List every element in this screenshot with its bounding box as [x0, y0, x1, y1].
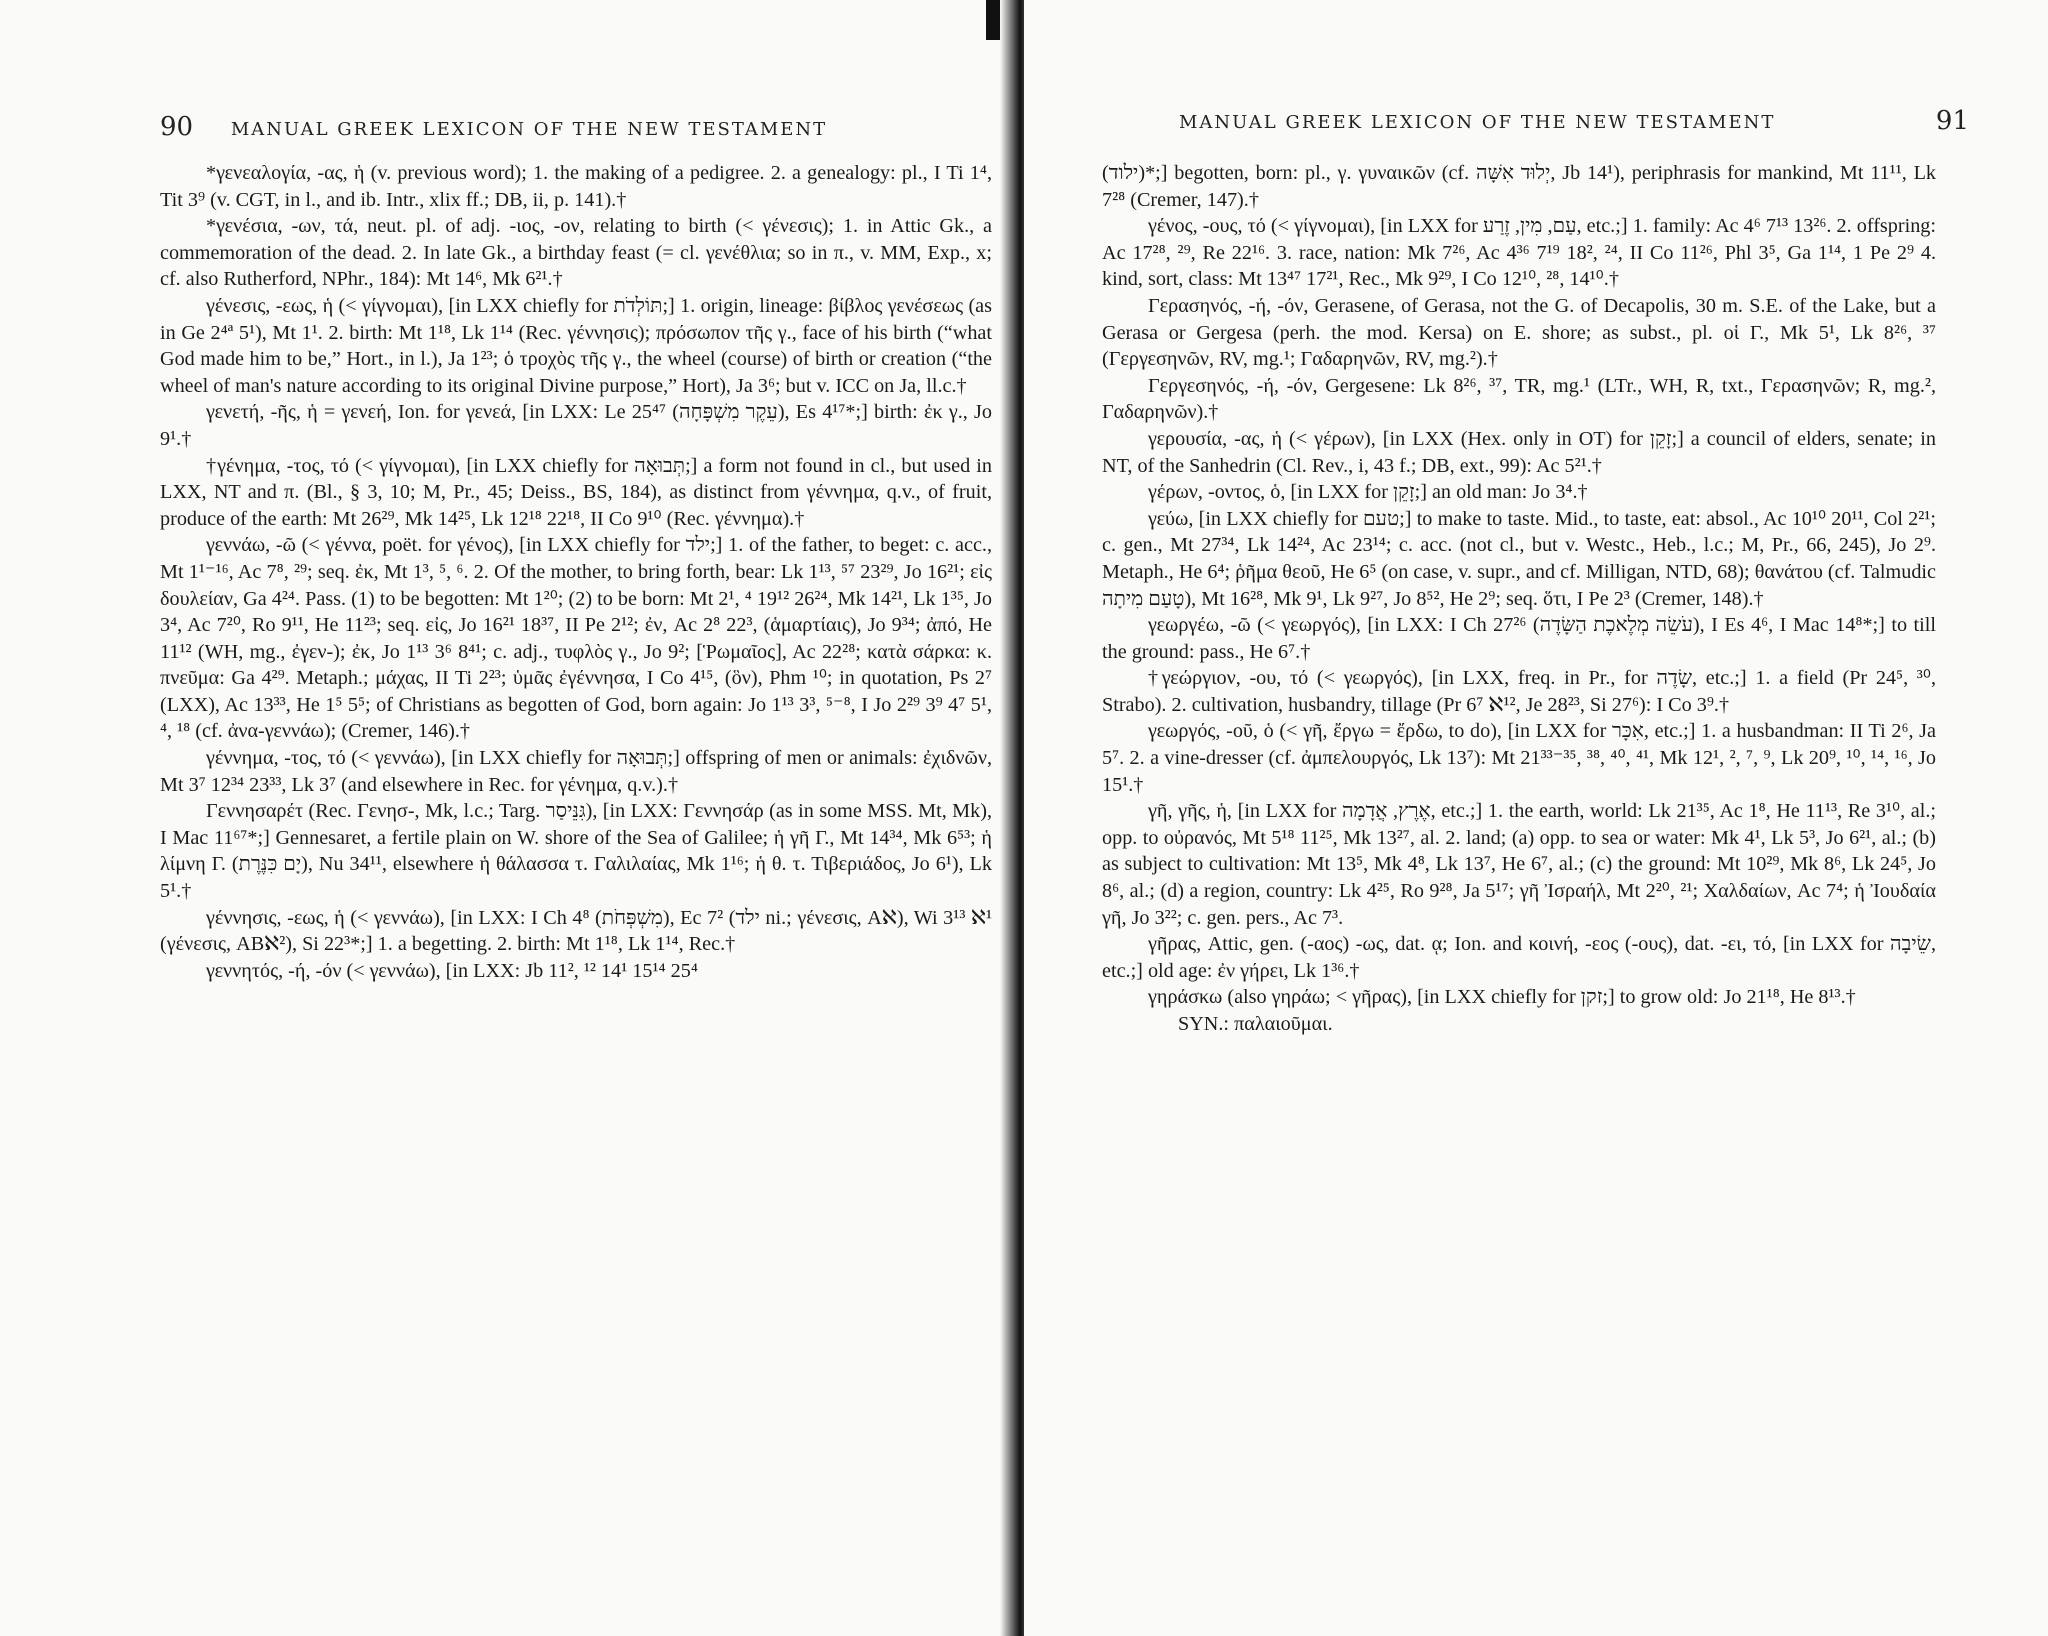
entry-gennema: γέννημα, -τος, τό (< γεννάω), [in LXX chiefly for תְּבוּאָה;] offspring of men or animals: ἐχιδνῶν, Mt 3⁷ 12³⁴ 23³³, Lk 3⁷ (and elsewhere in Rec. for γένημα, q.v.).† — [160, 747, 992, 796]
entry-genesis: γένεσις, -εως, ἡ (< γίγνομαι), [in LXX chiefly for תּוֹלְדֹת;] 1. origin, lineage: βίβλος γενέσεως (as in Ge 2⁴ª 5¹), Mt 1¹. 2. birth: Mt 1¹⁸, Lk 1¹⁴ (Rec. γέννησις); πρόσωπον τῆς γ., face of his birth (“what God made him to be,” Hort., in l.), Ja 1²³; ὁ τροχὸς τῆς γ., the wheel (course) of birth or creation (“the wheel of man's nature according to its original Divine purpose,” Hort), Ja 3⁶; but v. ICC on Ja, ll.c.† — [160, 294, 992, 397]
entry-genema: †γένημα, -τος, τό (< γίγνομαι), [in LXX chiefly for תְּבוּאָה;] a form not found in cl., but used in LXX, NT and π. (Bl., § 3, 10; M, Pr., 45; Deiss., BS, 184), as distinct from γέννημα, q.v., of fruit, produce of the earth: Mt 26²⁹, Mk 14²⁵, Lk 12¹⁸ 22¹⁸, II Co 9¹⁰ (Rec. γέννημα).† — [160, 454, 992, 530]
entry-gerasko: γηράσκω (also γηράω; < γῆρας), [in LXX chiefly for זקן;] to grow old: Jo 21¹⁸, He 8¹³.† — [1148, 986, 1856, 1009]
page-number: 91 — [1935, 106, 1969, 136]
entry-gennetos-cont: (ילוד)*;] begotten, born: pl., γ. γυναικῶν (cf. יְלוּד אִשָּׁה, Jb 14¹), periphrasis for mankind, Mt 11¹¹, Lk 7²⁸ (Cremer, 147).† — [1102, 162, 1937, 211]
entry-gerasenos: Γερασηνός, -ή, -όν, Gerasene, of Gerasa, not the G. of Decapolis, 30 m. S.E. of the Lake, but a Gerasa or Gergesa (perh. the mod. Kersa) on E. shore; as subst., pl. οἱ Γ., Mk 5¹, Lk 8²⁶, ³⁷ (Γεργεσηνῶν, RV, mg.¹; Γαδαρηνῶν, RV, mg.²).† — [1102, 294, 1936, 371]
entry-geras: γῆρας, Attic, gen. (-αος) -ως, dat. ᾳ; Ion. and κοινή, -εος (-ους), dat. -ει, τό, [in LXX for שֵׂיבָה, etc.;] old age: ἐν γήρει, Lk 1³⁶.† — [1102, 933, 1936, 982]
entry-georgos: γεωργός, -οῦ, ὁ (< γῆ, ἔργω = ἔρδω, to do), [in LXX for אִכָּר, etc.;] 1. a husbandman: II Ti 2⁶, Ja 5⁷. 2. a vine-dresser (cf. ἀμπελουργός, Lk 13⁷): Mt 21³³⁻³⁵, ³⁸, ⁴⁰, ⁴¹, Mk 12¹, ², ⁷, ⁹, Lk 20⁹, ¹⁰, ¹⁴, ¹⁶, Jo 15¹.† — [1102, 720, 1936, 796]
entry-gerousia: γερουσία, -ας, ἡ (< γέρων), [in LXX (Hex. only in OT) for זָקֵן;] a council of elders, senate; in NT, of the Sanhedrin (Cl. Rev., i, 43 f.; DB, ext., 99): Ac 5²¹.† — [1102, 427, 1936, 477]
right-header — [1179, 106, 1969, 136]
entry-genete: γενετή, -ῆς, ἡ = γενεή, Ion. for γενεά, [in LXX: Le 25⁴⁷ (עֵקֶר מִשְׁפָּחָה), Es 4¹⁷*;] birth: ἐκ γ., Jo 9¹.† — [160, 401, 993, 450]
entry-ge: γῆ, γῆς, ἡ, [in LXX for אֶרֶץ, אֲדָמָה, etc.;] 1. the earth, world: Lk 21³⁵, Ac 1⁸, He 11¹³, Re 3¹⁰, al.; opp. to οὐρανός, Mt 5¹⁸ 11²⁵, Mk 13²⁷, al. 2. land; (a) opp. to sea or water: Mk 4¹, Lk 5³, Jo 6²¹, al.; (b) as subject to cultivation: Mt 13⁵, Mk 4⁸, Lk 13⁷, He 6⁷, al.; (c) the ground: Mt 10²⁹, Mk 8⁶, Lk 24⁵, Jo 8⁶, al.; (d) a region, country: Lk 4²⁵, Ro 9²⁸, Ja 5¹⁷; γῆ Ἰσραήλ, Mt 2²⁰, ²¹; Χαλδαίων, Ac 7⁴; ἡ Ἰουδαία γῆ, Jo 3²²; c. gen. pers., Ac 7³. — [1102, 800, 1937, 929]
entry-georgeo: γεωργέω, -ῶ (< γεωργός), [in LXX: I Ch 27²⁶ (עֹשֵׂה מְלֶאכֶת הַשָּׂדֶה), I Es 4⁶, I Mac 14⁸*;] to till the ground: pass., He 6⁷.† — [1102, 614, 1936, 663]
entry-georgion: †γεώργιον, -ου, τό (< γεωργός), [in LXX, freq. in Pr., for שָׂדֶה, etc.;] 1. a field (Pr 24⁵, ³⁰, Strabo). 2. cultivation, husbandry, tillage (Pr 6⁷ ℵ¹², Je 28²³, Si 27⁶): I Co 3⁹.† — [1102, 667, 1936, 716]
running-head: MANUAL GREEK LEXICON OF THE NEW TESTAMENT — [230, 119, 828, 140]
left-page — [0, 0, 1008, 1636]
entry-gennesis: γέννησις, -εως, ἡ (< γεννάω), [in LXX: I Ch 4⁸ (מִשְׁפְּחֹת), Ec 7² (ילד ni.; γένεσις, Aℵ), Wi 3¹³ ℵ¹ (γένεσις, ABℵ²), Si 22³*;] 1. a begetting. 2. birth: Mt 1¹⁸, Lk 1¹⁴, Rec.† — [160, 906, 993, 956]
right-page — [1024, 0, 2048, 1636]
entry-geron: γέρων, -οντος, ὁ, [in LXX for זָקֵן;] an old man: Jo 3⁴.† — [1148, 481, 1588, 504]
page-number: 90 — [160, 112, 194, 142]
entry-gennao: γεννάω, -ῶ (< γέννα, poët. for γένος), [in LXX chiefly for ילד;] 1. of the father, to beget: c. acc., Mt 1¹⁻¹⁶, Ac 7⁸, ²⁹; seq. ἐκ, Mt 1³, ⁵, ⁶. 2. Of the mother, to bring forth, bear: Lk 1¹³, ⁵⁷ 23²⁹, Jo 16²¹; εἰς δουλείαν, Ga 4²⁴. Pass. (1) to be begotten: Mt 1²⁰; (2) to be born: Mt 2¹, ⁴ 19¹² 26²⁴, Mk 14²¹, Lk 1³⁵, Jo 3⁴, Ac 7²⁰, Ro 9¹¹, He 11²³; seq. εἰς, Jo 16²¹ 18³⁷, II Pe 2¹²; ἐν, Ac 2⁸ 22³, (ἁμαρτίαις), Jo 9³⁴; ἀπό, He 11¹² (WH, mg., ἐγεν-); ἐκ, Jo 1¹³ 3⁶ 8⁴¹; c. adj., τυφλὸς γ., Jo 9²; [Ῥωμαῖος], Ac 22²⁸; κατὰ σάρκα: κ. πνεῦμα: Ga 4²⁹. Metaph.; μάχας, II Ti 2²³; ὑμᾶς ἐγέννησα, I Co 4¹⁵, (ὃν), Phm ¹⁰; in quotation, Ps 2⁷ (LXX), Ac 13³³, He 1⁵ 5⁵; of Christians as begotten of God, born again: Jo 1¹³ 3³, ⁵⁻⁸, I Jo 2²⁹ 3⁹ 4⁷ 5¹, ⁴, ¹⁸ (cf. ἀνα-γεννάω); (Cremer, 146).† — [160, 534, 993, 743]
running-head: MANUAL GREEK LEXICON OF THE NEW TESTAMENT — [1179, 112, 1776, 133]
right-column — [1102, 160, 1936, 1038]
entry-synonym: SYN.: παλαιοῦμαι. — [1178, 1013, 1333, 1035]
entry-gennetos: γεννητός, -ή, -όν (< γεννάω), [in LXX: Jb 11², ¹² 14¹ 15¹⁴ 25⁴ — [206, 959, 698, 982]
entry-geuo: γεύω, [in LXX chiefly for טעם;] to make to taste. Mid., to taste, eat: absol., Ac 10¹⁰ 20¹¹, Col 2²¹; c. gen., Mt 27³⁴, Lk 14²⁴, Ac 23¹⁴; c. acc. (not cl., but v. Westc., Heb., l.c.; M, Pr., 66, 245), Jo 2⁹. Metaph., He 6⁴; ῥῆμα θεοῦ, He 6⁵ (on case, v. supr., and cf. Milligan, NTD, 68); θανάτου (cf. Talmudic טָעַם מִיתָה), Mt 16²⁸, Mk 9¹, Lk 9²⁷, Jo 8⁵², He 2⁹; seq. ὅτι, I Pe 2³ (Cremer, 148).† — [1102, 507, 1936, 610]
left-header — [160, 112, 827, 142]
entry-gennesaret: Γεννησαρέτ (Rec. Γενησ-, Mk, l.c.; Targ. גִּנֵּיסַר), [in LXX: Γεννησάρ (as in some MSS. Mt, Mk), I Mac 11⁶⁷*;] Gennesaret, a fertile plain on W. shore of the Sea of Galilee; ἡ γῆ Γ., Mt 14³⁴, Mk 6⁵³; ἡ λίμνη Γ. (יָם כִּנֶּרֶת), Nu 34¹¹, elsewhere ἡ θάλασσα τ. Γαλιλαίας, Mk 1¹⁶; ἡ θ. τ. Τιβεριάδος, Jo 6¹), Lk 5¹.† — [160, 800, 992, 903]
entry-genesia: *γενέσια, -ων, τά, neut. pl. of adj. -ιος, -ον, relating to birth (< γένεσις); 1. in Attic Gk., a commemoration of the dead. 2. In late Gk., a birthday feast (= cl. γενέθλια; so in π., v. MM, Exp., x; cf. also Rutherford, NPhr., 184): Mt 14⁶, Mk 6²¹.† — [160, 215, 992, 291]
entry-genos: γένος, -ους, τό (< γίγνομαι), [in LXX for עַם, מִין, זֶרַע, etc.;] 1. family: Ac 4⁶ 7¹³ 13²⁶. 2. offspring: Ac 17²⁸, ²⁹, Re 22¹⁶. 3. race, nation: Mk 7²⁶, Ac 4³⁶ 7¹⁹ 18², ²⁴, II Co 11²⁶, Phl 3⁵, Ga 1¹⁴, 1 Pe 2⁹ 4. kind, sort, class: Mt 13⁴⁷ 17²¹, Rec., Mk 9²⁹, I Co 12¹⁰, ²⁸, 14¹⁰.† — [1102, 215, 1936, 291]
left-column — [160, 160, 992, 984]
entry-gergesenos: Γεργεσηνός, -ή, -όν, Gergesene: Lk 8²⁶, ³⁷, TR, mg.¹ (LTr., WH, R, txt., Γερασηνῶν; R, mg.², Γαδαρηνῶν).† — [1102, 374, 1936, 424]
entry-genealogia: *γενεαλογία, -ας, ἡ (v. previous word); 1. the making of a pedigree. 2. a genealogy: pl., I Ti 1⁴, Tit 3⁹ (v. CGT, in l., and ib. Intr., xlix ff.; DB, ii, p. 141).† — [160, 162, 992, 211]
